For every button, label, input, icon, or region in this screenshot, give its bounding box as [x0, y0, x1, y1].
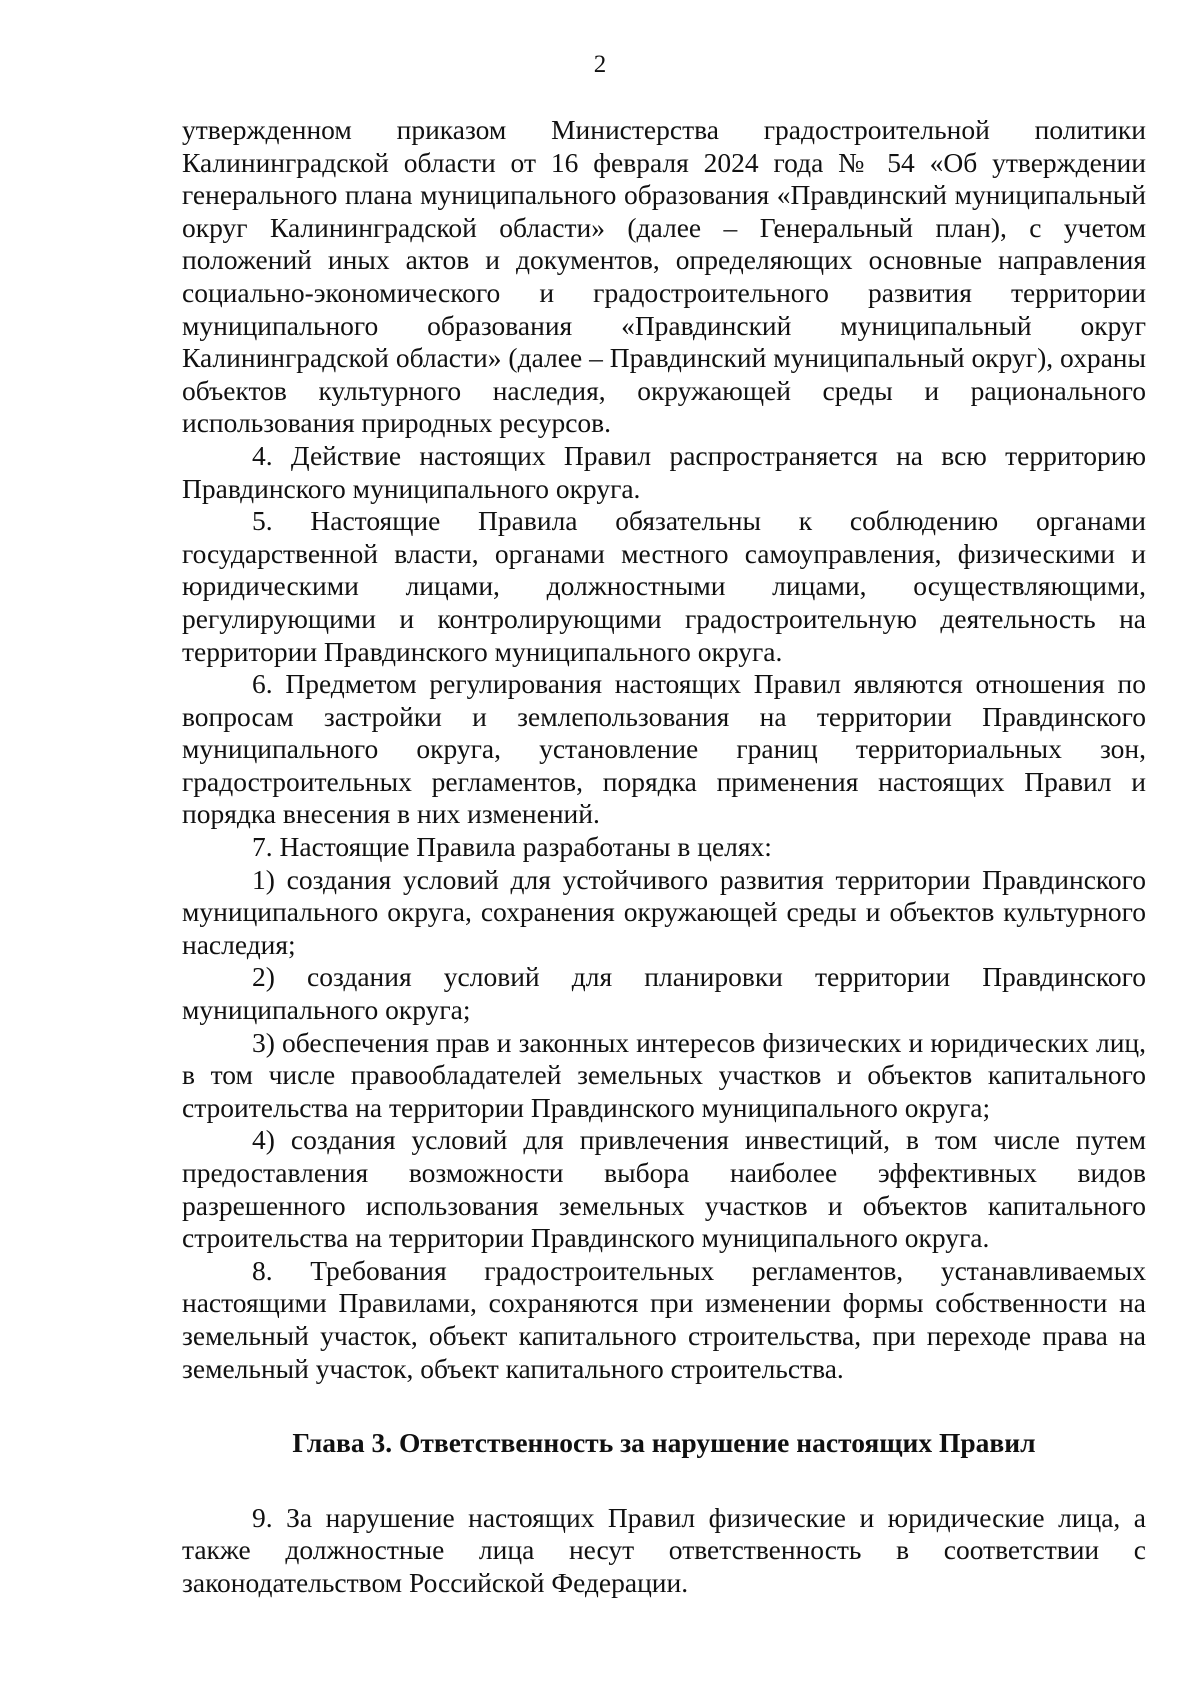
paragraph-item-8: 8. Требования градостроительных регламентов, устанавливаемых настоящими Правилами, сохраняются при изменении формы собственности на земельный участок, объект капитального строительства, при переходе права на земельный участок, объект капитального строительства. [182, 1254, 1146, 1384]
paragraph-item-7: 7. Настоящие Правила разработаны в целях: [252, 831, 772, 863]
paragraph-item-5: 5. Настоящие Правила обязательны к соблюдению органами государственной власти, органами местного самоуправления, физическими и юридическими лицами, должностными лицами, осуществляющими, регулирующими и контролирующими градостроительную деятельность на территории Правдинского муниципального округа. [182, 505, 1146, 667]
paragraph-item-9: 9. За нарушение настоящих Правил физические и юридические лица, а также должностные лица несут ответственность в соответствии с законодательством Российской Федерации. [182, 1501, 1146, 1598]
paragraph-item-4: 4. Действие настоящих Правил распространяется на всю территорию Правдинского муниципального округа. [182, 439, 1146, 504]
document-body [182, 114, 1146, 1600]
list-item-1: 1) создания условий для устойчивого развития территории Правдинского муниципального округа, сохранения окружающей среды и объектов культурного наследия; [182, 863, 1146, 960]
paragraph-item-6: 6. Предметом регулирования настоящих Правил являются отношения по вопросам застройки и землепользования на территории Правдинского муниципального округа, установление границ территориальных зон, градостроительных регламентов, порядка применения настоящих Правил и порядка внесения в них изменений. [182, 668, 1146, 830]
page-number: 2 [593, 51, 607, 78]
list-item-4: 4) создания условий для привлечения инвестиций, в том числе путем предоставления возможности выбора наиболее эффективных видов разрешенного использования земельных участков и объектов капитального строительства на территории Правдинского муниципального округа. [182, 1124, 1146, 1254]
chapter-heading: Глава 3. Ответственность за нарушение настоящих Правил [292, 1427, 1036, 1459]
list-item-3: 3) обеспечения прав и законных интересов физических и юридических лиц, в том числе правообладателей земельных участков и объектов капитального строительства на территории Правдинского муниципального округа; [182, 1026, 1146, 1123]
paragraph-continuation: утвержденном приказом Министерства градостроительной политики Калининградской области от 16 февраля 2024 года № 54 «Об утверждении генерального плана муниципального образования «Правдинский муниципальный округ Калининградской области» (далее – Генеральный план), с учетом положений иных актов и документов, определяющих основные направления социально-экономического и градостроительного развития территории муниципального образования «Правдинский муниципальный округ Калининградской области» (далее – Правдинский муниципальный округ), охраны объектов культурного наследия, окружающей среды и рационального использования природных ресурсов. [182, 114, 1146, 439]
list-item-2: 2) создания условий для планировки территории Правдинского муниципального округа; [182, 961, 1146, 1026]
